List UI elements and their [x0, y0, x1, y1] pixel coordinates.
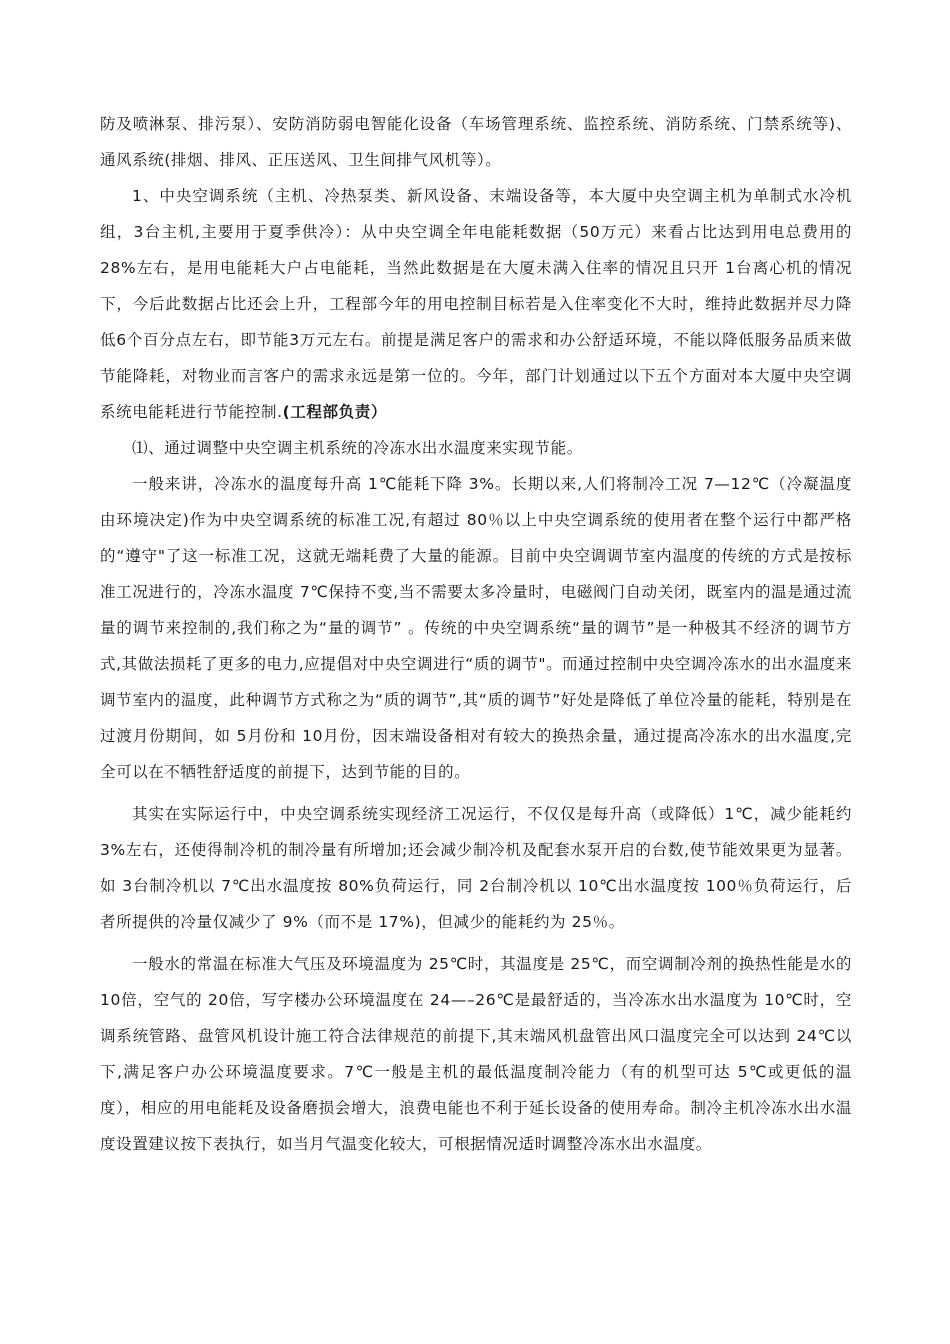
paragraph-central-ac-overview — [100, 178, 852, 430]
paragraph-item-1-heading: ⑴、通过调整中央空调主机系统的冷冻水出水温度来实现节能。 — [132, 439, 583, 457]
paragraph-economic-operation: 其实在实际运行中，中央空调系统实现经济工况运行，不仅仅是每升高（或降低）1℃，减少能耗约 3%左右，还使得制冷机的制冷量有所增加;还会减少制冷机及配套水泵开启的台数,使节能效果更为显著。如 3台制冷机以 7℃出水温度按 80%负荷运行，同 2台制冷机以 10℃出水温度按 100％负荷运行，后者所提供的冷量仅减少了 9%（而不是 17%)，但减少的能耗约为 25％。 — [100, 805, 852, 931]
central-ac-overview-text: 1、中央空调系统（主机、冷热泵类、新风设备、末端设备等，本大厦中央空调主机为单制式水冷机组，3台主机,主要用于夏季供冷）：从中央空调全年电能耗数据（50万元）来看占比达到用电总费用的28%左右，是用电能耗大户占电能耗，当然此数据是在大厦未满入住率的情况且只开 1台离心机的情况下，今后此数据占比还会上升，工程部今年的用电控制目标若是入住率变化不大时，维持此数据并尽力降低6个百分点左右，即节能3万元左右。前提是满足客户的需求和办公舒适环境，不能以降低服务品质来做节能降耗，对物业而言客户的需求永远是第一位的。今年，部门计划通过以下五个方面对本大厦中央空调系统电能耗进行节能控制. — [100, 187, 852, 421]
paragraph-equipment-list: 防及喷淋泵、排污泵）、安防消防弱电智能化设备（车场管理系统、监控系统、消防系统、门禁系统等)、通风系统(排烟、排风、正压送风、卫生间排气风机等）。 — [100, 115, 852, 169]
responsible-department: (工程部负责） — [282, 403, 387, 421]
paragraph-outlet-temperature-setting: 一般水的常温在标准大气压及环境温度为 25℃时，其温度是 25℃，而空调制冷剂的换热性能是水的 10倍，空气的 20倍，写字楼办公环境温度在 24—–26℃是最舒适的，当冷冻水出水温度为 10℃时，空调系统管路、盘管风机设计施工符合法律规范的前提下,其末端风机盘管出风口温度完全可以达到 24℃以下,满足客户办公环境温度要求。7℃一般是主机的最低温度制冷能力（有的机型可达 5℃或更低的温度），相应的用电能耗及设备磨损会增大，浪费电能也不利于延长设备的使用寿命。制冷主机冷冻水出水温度设置建议按下表执行，如当月气温变化较大，可根据情况适时调整冷冻水出水温度。 — [100, 955, 852, 1153]
paragraph-chilled-water-temperature: 一般来讲，冷冻水的温度每升高 1℃能耗下降 3%。长期以来,人们将制冷工况 7—12℃（冷凝温度由环境决定)作为中央空调系统的标准工况,有超过 80％以上中央空调系统的使用者在整个运行中都严格的“遵守"了这一标准工况，这就无端耗费了大量的能源。目前中央空调调节室内温度的传统的方式是按标准工况进行的，冷冻水温度 7℃保持不变,当不需要太多冷量时，电磁阀门自动关闭，既室内的温是通过流量的调节来控制的,我们称之为“量的调节” 。传统的中央空调系统“量的调节”是一种极其不经济的调节方式,其做法损耗了更多的电力,应提倡对中央空调进行“质的调节"。而通过控制中央空调冷冻水的出水温度来调节室内的温度，此种调节方式称之为“质的调节”,其“质的调节”好处是降低了单位冷量的能耗，特别是在过渡月份期间，如 5月份和 10月份，因末端设备相对有较大的换热余量，通过提高冷冻水的出水温度,完全可以在不牺牲舒适度的前提下，达到节能的目的。 — [100, 475, 852, 781]
document-body — [100, 106, 852, 1162]
